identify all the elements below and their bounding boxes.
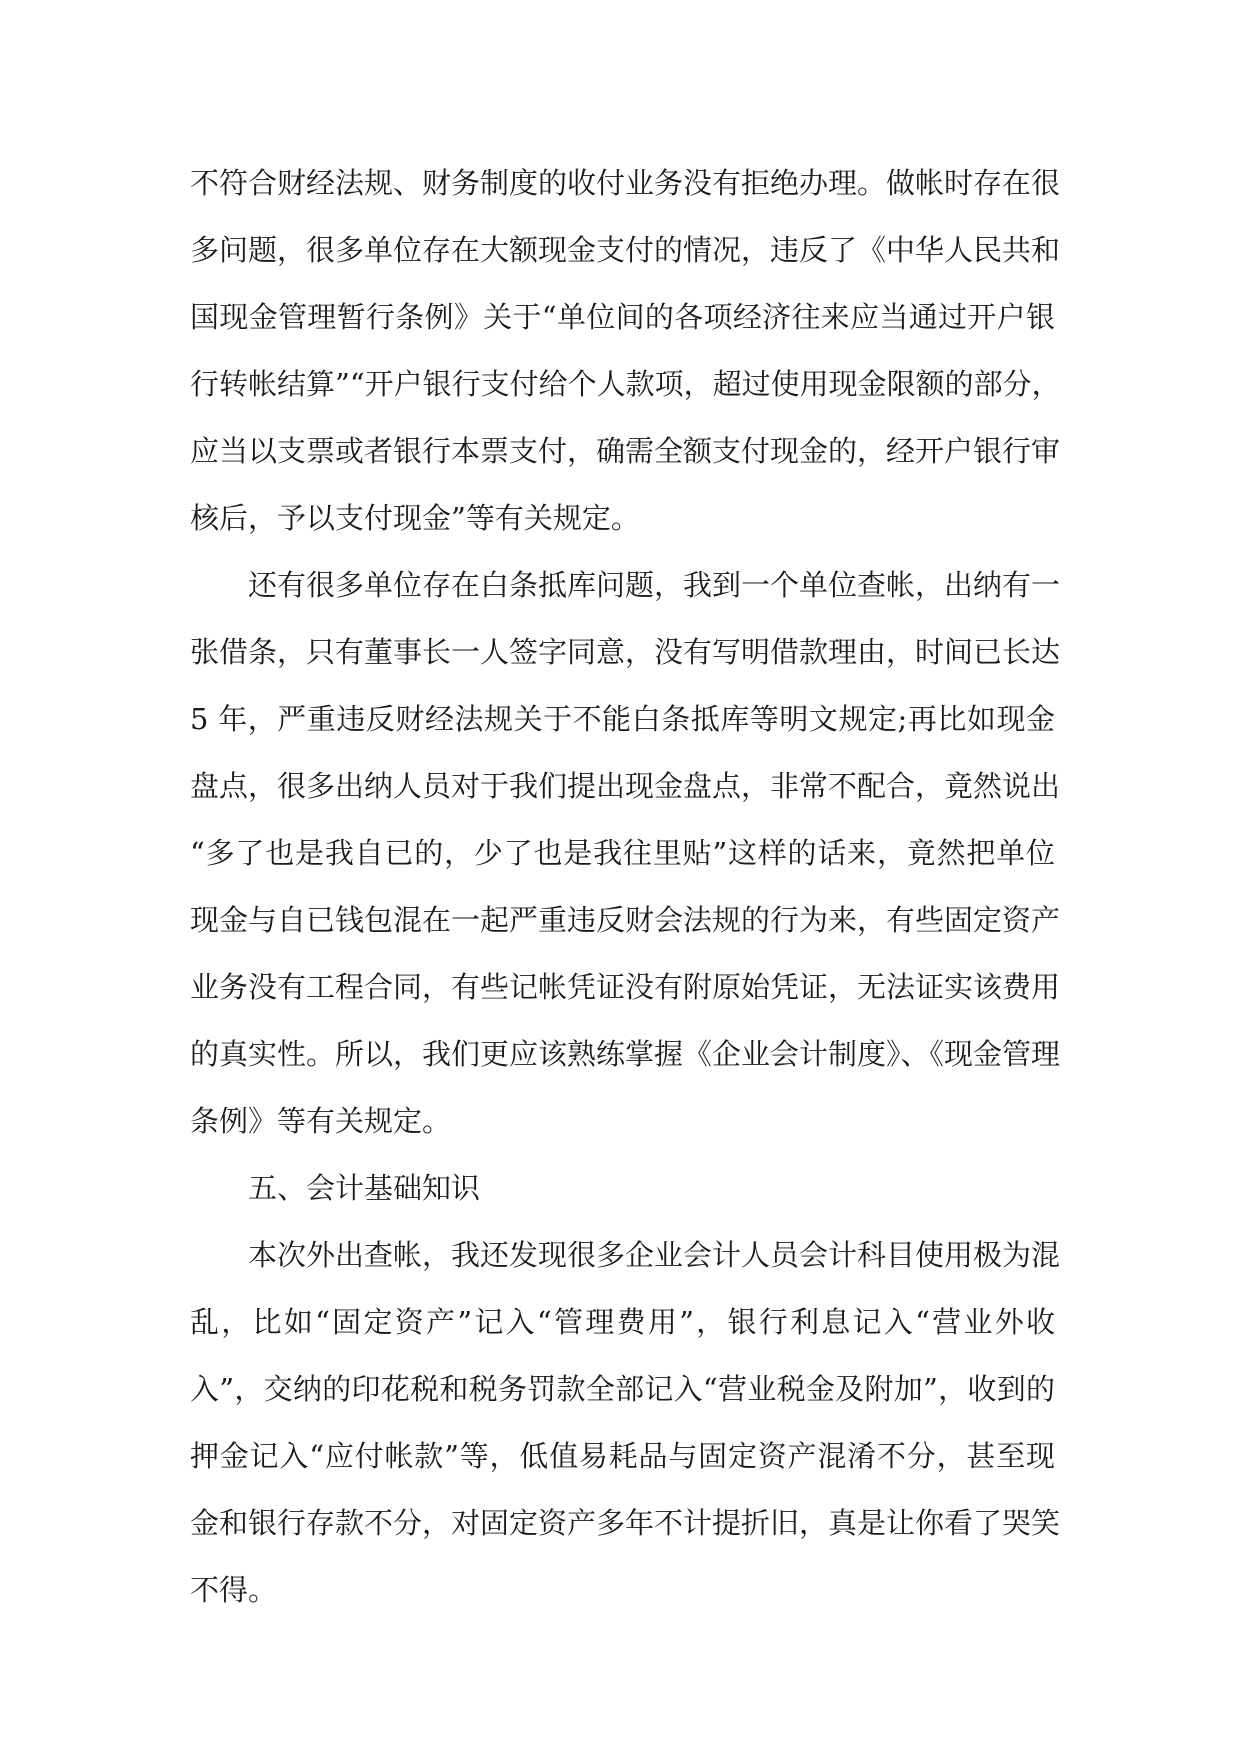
section-heading: 五、会计基础知识: [248, 1171, 481, 1205]
text-line: 业务没有工程合同，有些记帐凭证没有附原始凭证，无法证实该费用: [190, 970, 1061, 1004]
text-line: 现金与自已钱包混在一起严重违反财会法规的行为来，有些固定资产: [190, 903, 1061, 937]
text-line: 行转帐结算”“开户银行支付给个人款项，超过使用现金限额的部分，: [190, 367, 1061, 401]
text-line: 核后，予以支付现金”等有关规定。: [190, 501, 640, 535]
paragraph-first-line: 本次外出查帐，我还发现很多企业会计人员会计科目使用极为混: [248, 1238, 1061, 1272]
text-line: 张借条，只有董事长一人签字同意，没有写明借款理由，时间已长达: [190, 635, 1061, 669]
document-body: [190, 150, 1061, 1624]
text-line: 的真实性。所以，我们更应该熟练掌握《企业会计制度》、《现金管理: [190, 1037, 1061, 1071]
text-line: 盘点，很多出纳人员对于我们提出现金盘点，非常不配合，竟然说出: [190, 769, 1061, 803]
paragraph-first-line: 还有很多单位存在白条抵库问题，我到一个单位查帐，出纳有一: [248, 568, 1061, 602]
text-line: 金和银行存款不分，对固定资产多年不计提折旧，真是让你看了哭笑: [190, 1506, 1061, 1540]
text-line: 应当以支票或者银行本票支付，确需全额支付现金的，经开户银行审: [190, 434, 1061, 468]
text-line: “多了也是我自已的，少了也是我往里贴”这样的话来，竟然把单位: [190, 836, 1055, 870]
text-line: 不得。: [190, 1573, 278, 1607]
text-line: 多问题，很多单位存在大额现金支付的情况，违反了《中华人民共和: [190, 233, 1061, 267]
text-line: 押金记入“应付帐款”等，低值易耗品与固定资产混淆不分，甚至现: [190, 1439, 1055, 1473]
text-line: 入”，交纳的印花税和税务罚款全部记入“营业税金及附加”，收到的: [190, 1372, 1055, 1406]
text-line: 条例》等有关规定。: [190, 1104, 452, 1138]
text-line: 乱，比如“固定资产”记入“管理费用”，银行利息记入“营业外收: [190, 1305, 1055, 1339]
text-line: 国现金管理暂行条例》关于“单位间的各项经济往来应当通过开户银: [190, 300, 1055, 334]
text-line: 5 年，严重违反财经法规关于不能白条抵库等明文规定;再比如现金: [190, 702, 1055, 736]
text-line: 不符合财经法规、财务制度的收付业务没有拒绝办理。做帐时存在很: [190, 166, 1061, 200]
